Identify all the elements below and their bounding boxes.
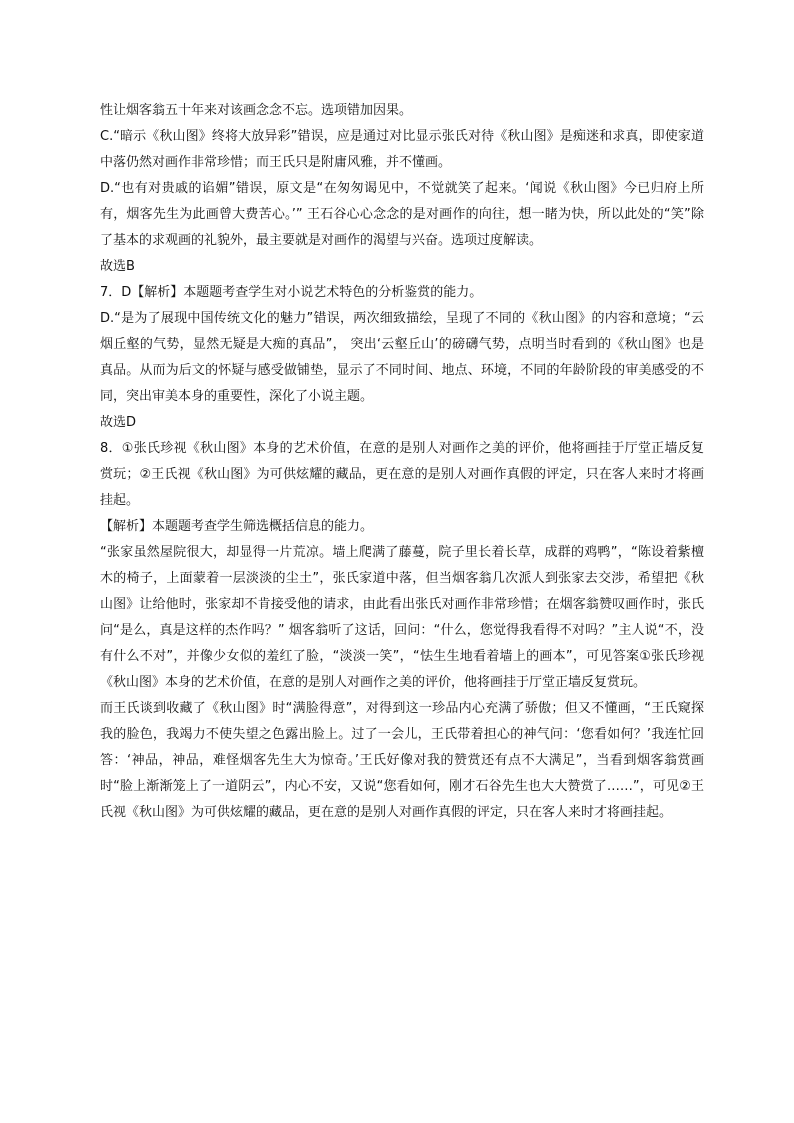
question-8-answer: 8．①张氏珍视《秋山图》本身的艺术价值，在意的是别人对画作之美的评价，他将画挂于厅堂正墙反复赏玩；②王氏视《秋山图》为可供炫耀的藏品，更在意的是别人对画作真假的评定，只在客人来时才将画挂起。: [100, 441, 704, 508]
paragraph-1: 性让烟客翁五十年来对该画念念不忘。选项错加因果。: [100, 103, 413, 118]
answer-choice-b: 故选B: [100, 259, 135, 274]
question-8-analysis-zhang: “张家虽然屋院很大，却显得一片荒凉。墙上爬满了藤蔓，院子里长着长草，成群的鸡鸭”，“陈设着紫檀木的椅子，上面蒙着一层淡淡的尘土”，张氏家道中落，但当烟客翁几次派人到张家去交涉，希望把《秋山图》让给他时，张家却不肯接受他的请求，由此看出张氏对画作非常珍惜；在烟客翁赞叹画作时，张氏问“是么，真是这样的杰作吗？” 烟客翁听了这话，回问：“什么，您觉得我看得不对吗？”主人说“不，没有什么不对”，并像少女似的羞红了脸，“淡淡一笑”，“怯生生地看着墙上的画本”，可见答案①张氏珍视《秋山图》本身的艺术价值，在意的是别人对画作之美的评价，他将画挂于厅堂正墙反复赏玩。: [100, 545, 704, 690]
answer-analysis-text: [100, 98, 704, 826]
question-7-analysis: D.“是为了展现中国传统文化的魅力”错误，两次细致描绘，呈现了不同的《秋山图》的内容和意境；“云烟丘壑的气势，显然无疑是大痴的真品”， 突出‘云壑丘山’的磅礴气势，点明当时看到的《秋山图》也是真品。从而为后文的怀疑与感受做铺垫，显示了不同时间、地点、环境，不同的年龄阶段的审美感受的不同，突出审美本身的重要性，深化了小说主题。: [100, 311, 704, 404]
question-8-analysis-heading: 【解析】本题题考查学生筛选概括信息的能力。: [100, 519, 374, 534]
paragraph-option-c: C.“暗示《秋山图》终将大放异彩”错误，应是通过对比显示张氏对待《秋山图》是痴迷和求真，即使家道中落仍然对画作非常珍惜；而王氏只是附庸风雅，并不懂画。: [100, 129, 704, 170]
question-8-analysis-wang: 而王氏谈到收藏了《秋山图》时“满脸得意”，对得到这一珍品内心充满了骄傲；但又不懂画，“王氏窥探我的脸色，我竭力不使失望之色露出脸上。过了一会儿，王氏带着担心的神气问：‘您看如何？’我连忙回答：‘神品，神品，难怪烟客先生大为惊奇。’王氏好像对我的赞赏还有点不大满足”，当看到烟客翁赏画时“脸上渐渐笼上了一道阴云”，内心不安，又说“您看如何，刚才石谷先生也大大赞赏了……”，可见②王氏视《秋山图》为可供炫耀的藏品，更在意的是别人对画作真假的评定，只在客人来时才将画挂起。: [100, 701, 704, 820]
question-7-answer: 7．D【解析】本题题考查学生对小说艺术特色的分析鉴赏的能力。: [100, 285, 483, 300]
paragraph-option-d: D.“也有对贵戚的谄媚”错误，原文是“在匆匆谒见中，不觉就笑了起来。‘闻说《秋山图》今已归府上所有，烟客先生为此画曾大费苦心。’” 王石谷心心念念的是对画作的向往，想一睹为快，所以此处的“笑”除了基本的求观画的礼貌外，最主要就是对画作的渴望与兴奋。选项过度解读。: [100, 181, 704, 248]
answer-choice-d: 故选D: [100, 415, 137, 430]
